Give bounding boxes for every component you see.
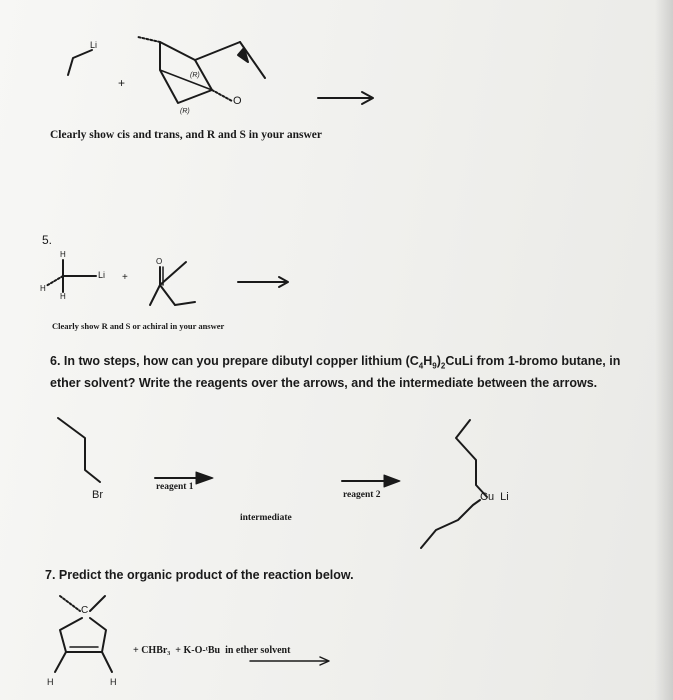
q5-plus: + xyxy=(122,272,128,283)
q7-h-left: H xyxy=(47,677,54,687)
q6-intermediate: intermediate xyxy=(240,513,292,523)
q6-br-label: Br xyxy=(92,489,103,501)
q6-reagent2: reagent 2 xyxy=(343,490,381,500)
q5-number: 5. xyxy=(42,233,53,247)
q4-plus: + xyxy=(118,76,126,90)
q6-question: 6. In two steps, how can you prepare dibutyl copper lithium $(C_4H_9)_2CuLi$ from 1-bromo butane, in ether solvent? Write the reagents over the arrows, and the intermediate between the arrows. xyxy=(50,354,621,390)
q5-h-left: H xyxy=(40,284,46,293)
q5-h-bottom: H xyxy=(60,292,66,301)
q4-li-label: Li xyxy=(90,40,98,50)
q5-h-top: H xyxy=(60,250,66,259)
q4-stereo-label-a: (R) xyxy=(190,72,200,79)
q4-oxygen-label: O xyxy=(233,95,242,107)
q4-instruction: Clearly show cis and trans, and R and S in your answer xyxy=(50,129,323,141)
q5-instruction: Clearly show R and S or achiral in your answer xyxy=(52,321,225,331)
q5-oxygen-label: O xyxy=(156,257,163,266)
q7-h-right: H xyxy=(110,677,117,687)
q6-cu-li-label: Cu Li xyxy=(480,491,509,503)
q7-reagents: + CHBr₃ + K-O-ᵗBu in ether solvent xyxy=(133,645,291,656)
q4-stereo-label-b: (R) xyxy=(180,108,190,115)
q6-reagent1: reagent 1 xyxy=(156,482,194,492)
q7-carbon-label: C xyxy=(81,605,89,616)
q5-li-label: Li xyxy=(98,270,106,280)
q7-question: 7. Predict the organic product of the reaction below. xyxy=(45,568,354,582)
